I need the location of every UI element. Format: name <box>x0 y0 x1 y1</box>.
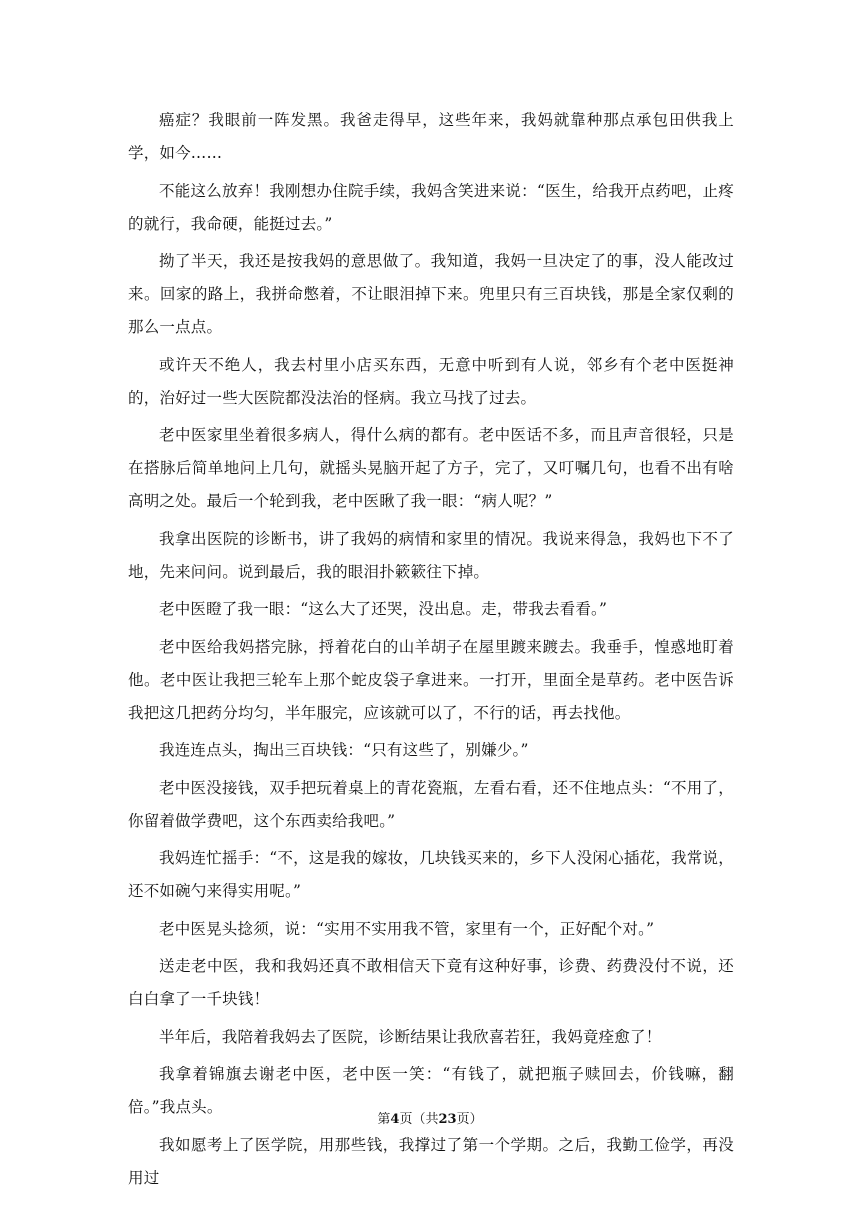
paragraph-2: 不能这么放弃！我刚想办住院手续，我妈含笑进来说：“医生，给我开点药吧，止疼的就行，我命硬，能挺过去。” <box>128 181 734 233</box>
footer-page-number: 4 <box>390 1112 400 1127</box>
page-footer <box>0 1111 860 1129</box>
paragraph-4: 或许天不绝人，我去村里小店买东西，无意中听到有人说，邻乡有个老中医挺神的，治好过一些大医院都没法治的怪病。我立马找了过去。 <box>128 355 734 407</box>
paragraph-14: 半年后，我陪着我妈去了医院，诊断结果让我欣喜若狂，我妈竟痊愈了！ <box>159 1027 662 1046</box>
paragraph-16: 我如愿考上了医学院，用那些钱，我撑过了第一个学期。之后，我勤工俭学，再没用过 <box>128 1135 734 1187</box>
paragraph-8: 老中医给我妈搭完脉，捋着花白的山羊胡子在屋里踱来踱去。我垂手，惶惑地盯着他。老中医让我把三轮车上那个蛇皮袋子拿进来。一打开，里面全是草药。老中医告诉我把这几把药分均匀，半年服完，应该就可以了，不行的话，再去找他。 <box>128 637 734 722</box>
footer-prefix: 第 <box>377 1112 391 1127</box>
footer-suffix: 页） <box>456 1112 483 1127</box>
paragraph-12: 老中医晃头捻须，说：“实用不实用我不管，家里有一个，正好配个对。” <box>159 919 655 938</box>
paragraph-11: 我妈连忙摇手：“不，这是我的嫁妆，几块钱买来的，乡下人没闲心插花，我常说，还不如碗勺来得实用呢。” <box>128 849 734 900</box>
paragraph-3: 拗了半天，我还是按我妈的意思做了。我知道，我妈一旦决定了的事，没人能改过来。回家的路上，我拼命憋着，不让眼泪掉下来。兜里只有三百块钱，那是全家仅剩的那么一点点。 <box>128 252 734 336</box>
footer-total-pages: 23 <box>438 1112 457 1127</box>
paragraph-6: 我拿出医院的诊断书，讲了我妈的病情和家里的情况。我说来得急，我妈也下不了地，先来问问。说到最后，我的眼泪扑簌簌往下掉。 <box>128 529 734 581</box>
paragraph-15: 我拿着锦旗去谢老中医，老中医一笑：“有钱了，就把瓶子赎回去，价钱嘛，翻倍。”我点头。 <box>128 1065 734 1116</box>
paragraph-13: 送走老中医，我和我妈还真不敢相信天下竟有这种好事，诊费、药费没付不说，还白白拿了一千块钱！ <box>128 957 734 1008</box>
paragraph-7: 老中医瞪了我一眼：“这么大了还哭，没出息。走，带我去看看。” <box>159 600 608 618</box>
paragraph-9: 我连连点头，掏出三百块钱：“只有这些了，别嫌少。” <box>159 741 529 759</box>
footer-middle: 页（共 <box>399 1112 439 1127</box>
article-body <box>128 104 734 1199</box>
paragraph-10: 老中医没接钱，双手把玩着桌上的青花瓷瓶，左看右看，还不住地点头：“不用了，你留着做学费吧，这个东西卖给我吧。” <box>128 778 734 830</box>
paragraph-5: 老中医家里坐着很多病人，得什么病的都有。老中医话不多，而且声音很轻，只是在搭脉后简单地问上几句，就摇头晃脑开起了方子，完了，又叮嘱几句，也看不出有啥高明之处。最后一个轮到我，老中医瞅了我一眼：“病人呢？” <box>128 426 734 510</box>
paragraph-1: 癌症？我眼前一阵发黑。我爸走得早，这些年来，我妈就靠种那点承包田供我上学，如今…… <box>128 111 734 162</box>
